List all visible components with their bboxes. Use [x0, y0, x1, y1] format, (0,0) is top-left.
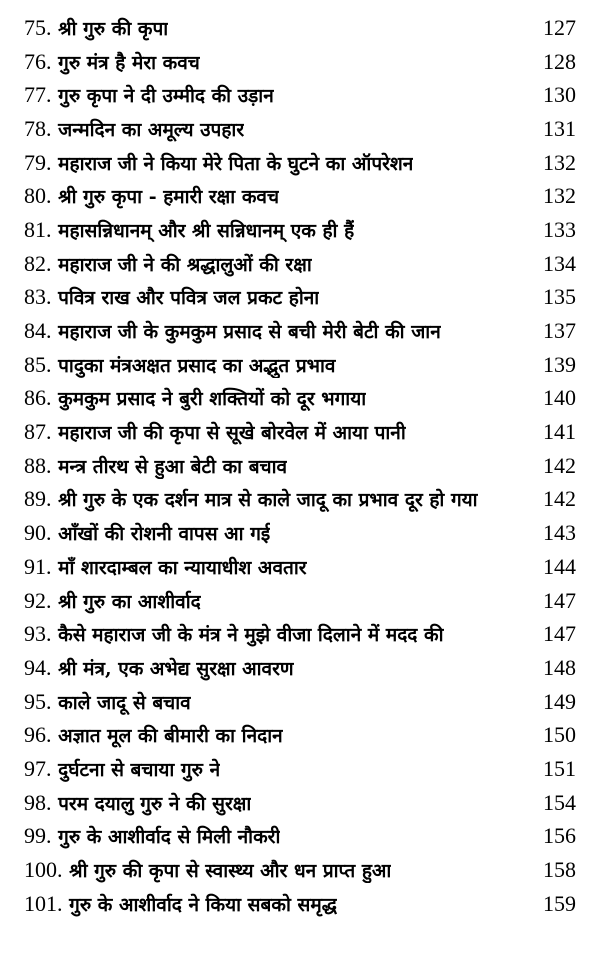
toc-entry-title	[24, 318, 441, 344]
toc-entry-title	[24, 352, 336, 378]
toc-entry	[24, 786, 576, 820]
toc-entry-number: 77.	[24, 82, 52, 108]
toc-entry-title	[24, 621, 444, 647]
toc-entry-page: 135	[543, 284, 576, 310]
toc-entry-text: आँखों की रोशनी वापस आ गई	[58, 523, 271, 546]
toc-entry	[24, 853, 576, 887]
toc-entry-text: श्री गुरु के एक दर्शन मात्र से काले जादू का प्रभाव दूर हो गया	[58, 489, 478, 512]
toc-entry-title	[24, 722, 283, 748]
toc-entry	[24, 11, 576, 45]
toc-entry-number: 86.	[24, 385, 52, 411]
toc-entry-page: 130	[543, 82, 576, 108]
toc-entry-page: 142	[543, 452, 576, 478]
toc-entry	[24, 348, 576, 382]
toc-entry-page: 158	[543, 857, 576, 883]
toc-entry-title	[24, 15, 168, 41]
toc-entry	[24, 752, 576, 786]
toc-entry-number: 80.	[24, 183, 52, 209]
toc-entry-number: 79.	[24, 149, 52, 175]
toc-entry-number: 91.	[24, 553, 52, 579]
toc-entry-page: 156	[543, 823, 576, 849]
toc-entry-number: 81.	[24, 216, 52, 242]
toc-entry-number: 85.	[24, 351, 52, 377]
toc-entry-title	[24, 857, 391, 883]
toc-entry-page: 147	[543, 621, 576, 647]
toc-entry-text: गुरु कृपा ने दी उम्मीद की उड़ान	[58, 85, 274, 108]
toc-entry-page: 149	[543, 688, 576, 714]
toc-entry	[24, 78, 576, 112]
toc-entry-text: महासन्निधानम् और श्री सन्निधानम् एक ही हैं	[58, 219, 355, 242]
toc-entry-page: 127	[543, 14, 576, 40]
toc-entry	[24, 281, 576, 315]
toc-entry	[24, 179, 576, 213]
toc-entry	[24, 382, 576, 416]
toc-entry-title	[24, 49, 200, 75]
toc-entry-number: 94.	[24, 654, 52, 680]
toc-entry-number: 88.	[24, 452, 52, 478]
toc-entry	[24, 314, 576, 348]
toc-entry-title	[24, 82, 274, 108]
toc-entry-text: महाराज जी ने की श्रद्धालुओं की रक्षा	[58, 253, 312, 276]
toc-entry	[24, 247, 576, 281]
toc-entry-title	[24, 385, 366, 411]
toc-entry	[24, 617, 576, 651]
toc-entry-number: 98.	[24, 789, 52, 815]
toc-entry-page: 148	[543, 654, 576, 680]
toc-entry-number: 75.	[24, 14, 52, 40]
toc-entry-title	[24, 251, 312, 277]
toc-entry-page: 154	[543, 789, 576, 815]
toc-entry	[24, 516, 576, 550]
toc-entry-number: 92.	[24, 587, 52, 613]
toc-entry-page: 137	[543, 318, 576, 344]
toc-entry-title	[24, 284, 319, 310]
toc-entry-page: 159	[543, 890, 576, 916]
toc-entry-text: काले जादू से बचाव	[58, 691, 191, 714]
toc-entry-title	[24, 453, 287, 479]
toc-entry-title	[24, 655, 294, 681]
toc-entry-number: 96.	[24, 722, 52, 748]
toc-entry-page: 131	[543, 115, 576, 141]
toc-entry-page: 132	[543, 183, 576, 209]
toc-entry	[24, 213, 576, 247]
toc-entry-page: 128	[543, 48, 576, 74]
toc-entry-text: श्री गुरु की कृपा	[58, 17, 169, 40]
toc-entry-text: जन्मदिन का अमूल्य उपहार	[58, 118, 245, 141]
toc-entry-number: 76.	[24, 48, 52, 74]
toc-entry-page: 143	[543, 520, 576, 546]
toc-entry-title	[24, 588, 201, 614]
toc-entry-number: 100.	[24, 857, 63, 883]
toc-entry	[24, 550, 576, 584]
toc-entry-title	[24, 891, 337, 917]
toc-entry	[24, 45, 576, 79]
toc-entry-text: कैसे महाराज जी के मंत्र ने मुझे वीजा दिलाने में मदद की	[58, 624, 444, 647]
toc-entry-page: 132	[543, 149, 576, 175]
toc-entry-title	[24, 520, 270, 546]
toc-entry-title	[24, 217, 354, 243]
toc-entry-text: महाराज जी की कृपा से सूखे बोरवेल में आया पानी	[58, 422, 406, 445]
toc-entry-title	[24, 150, 413, 176]
toc-entry-title	[24, 183, 279, 209]
toc-entry-page: 144	[543, 553, 576, 579]
toc-entry	[24, 718, 576, 752]
toc-entry	[24, 887, 576, 921]
toc-entry	[24, 112, 576, 146]
toc-entry	[24, 651, 576, 685]
toc-entry-title	[24, 823, 280, 849]
toc-entry	[24, 820, 576, 854]
toc-entry	[24, 483, 576, 517]
toc-entry	[24, 146, 576, 180]
toc-entry-text: श्री गुरु कृपा - हमारी रक्षा कवच	[58, 186, 280, 209]
toc-entry-text: पवित्र राख और पवित्र जल प्रकट होना	[58, 287, 320, 310]
toc-entry-number: 90.	[24, 520, 52, 546]
toc-entry-number: 87.	[24, 419, 52, 445]
toc-entry-page: 142	[543, 486, 576, 512]
toc-entry-number: 97.	[24, 755, 52, 781]
toc-entry-number: 93.	[24, 621, 52, 647]
toc-entry	[24, 415, 576, 449]
toc-entry-text: पादुका मंत्रअक्षत प्रसाद का अद्भुत प्रभाव	[58, 354, 336, 377]
toc-entry-page: 141	[543, 419, 576, 445]
toc-entry-page: 150	[543, 722, 576, 748]
toc-entry-text: परम दयालु गुरु ने की सुरक्षा	[58, 792, 252, 815]
toc-entry-title	[24, 689, 191, 715]
toc-entry-text: दुर्घटना से बचाया गुरु ने	[58, 758, 221, 781]
toc-entry-text: श्री मंत्र, एक अभेद्य सुरक्षा आवरण	[58, 657, 294, 680]
toc-entry-text: कुमकुम प्रसाद ने बुरी शक्तियों को दूर भगाया	[58, 388, 367, 411]
toc-entry-page: 140	[543, 385, 576, 411]
toc-entry-number: 101.	[24, 890, 63, 916]
toc-entry-text: महाराज जी के कुमकुम प्रसाद से बची मेरी बेटी की जान	[58, 321, 441, 344]
toc-entry-title	[24, 554, 307, 580]
toc-entry-text: अज्ञात मूल की बीमारी का निदान	[58, 725, 283, 748]
toc-entry-text: गुरु के आशीर्वाद से मिली नौकरी	[58, 826, 281, 849]
toc-entry-number: 89.	[24, 486, 52, 512]
toc-entry-title	[24, 486, 478, 512]
toc-entry-number: 82.	[24, 250, 52, 276]
toc-entry-title	[24, 419, 406, 445]
toc-entry-text: माँ शारदाम्बल का न्यायाधीश अवतार	[58, 556, 307, 579]
toc-entry-page: 151	[543, 755, 576, 781]
toc-entry-text: गुरु मंत्र है मेरा कवच	[58, 51, 200, 74]
toc-entry-number: 84.	[24, 318, 52, 344]
toc-entry-page: 139	[543, 351, 576, 377]
toc-list	[24, 11, 576, 921]
toc-entry-number: 99.	[24, 823, 52, 849]
toc-entry-number: 83.	[24, 284, 52, 310]
toc-entry-page: 134	[543, 250, 576, 276]
toc-entry-number: 95.	[24, 688, 52, 714]
toc-entry-number: 78.	[24, 115, 52, 141]
toc-entry	[24, 584, 576, 618]
toc-entry-text: महाराज जी ने किया मेरे पिता के घुटने का ऑपरेशन	[58, 152, 414, 175]
toc-entry-text: गुरु के आशीर्वाद ने किया सबको समृद्ध	[69, 893, 337, 916]
toc-entry-text: श्री गुरु की कृपा से स्वास्थ्य और धन प्राप्त हुआ	[69, 860, 392, 883]
toc-entry-title	[24, 116, 244, 142]
toc-entry-text: मन्त्र तीरथ से हुआ बेटी का बचाव	[58, 455, 288, 478]
toc-entry	[24, 449, 576, 483]
toc-entry	[24, 685, 576, 719]
toc-entry-title	[24, 756, 220, 782]
toc-entry-title	[24, 790, 251, 816]
toc-entry-page: 133	[543, 216, 576, 242]
toc-entry-page: 147	[543, 587, 576, 613]
toc-entry-text: श्री गुरु का आशीर्वाद	[58, 590, 201, 613]
